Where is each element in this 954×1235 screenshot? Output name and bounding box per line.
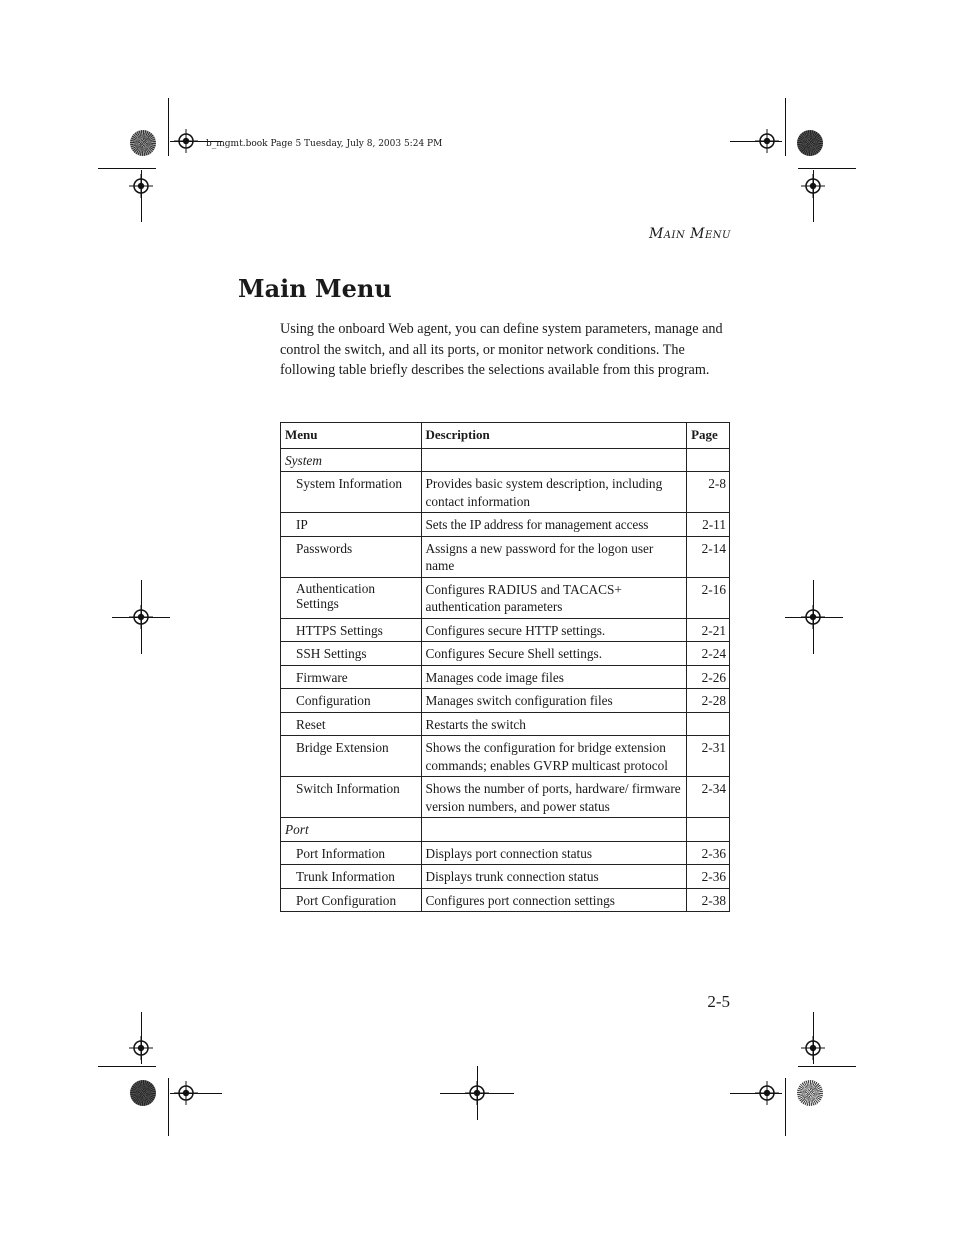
menu-cell: Trunk Information: [281, 865, 422, 889]
page-cell: 2-26: [687, 665, 730, 689]
description-cell: Displays trunk connection status: [421, 865, 687, 889]
description-cell: Shows the number of ports, hardware/ firmware version numbers, and power status: [421, 777, 687, 818]
column-header-menu: Menu: [281, 423, 422, 449]
page-cell: 2-16: [687, 577, 730, 618]
registration-rosette: [130, 1080, 156, 1106]
page-cell: 2-24: [687, 642, 730, 666]
section-label: System: [281, 448, 422, 472]
description-cell: Displays port connection status: [421, 841, 687, 865]
table-row: [281, 536, 730, 577]
menu-cell: Bridge Extension: [281, 736, 422, 777]
description-cell: Manages switch configuration files: [421, 689, 687, 713]
page-cell: 2-36: [687, 841, 730, 865]
registration-target: [129, 1036, 153, 1060]
registration-target: [801, 1036, 825, 1060]
section-label: Port: [281, 818, 422, 842]
description-cell: Configures Secure Shell settings.: [421, 642, 687, 666]
page-number: 2-5: [707, 992, 730, 1011]
column-header-description: Description: [421, 423, 687, 449]
description-cell: Sets the IP address for management access: [421, 513, 687, 537]
menu-cell: Port Information: [281, 841, 422, 865]
description-cell: Assigns a new password for the logon user name: [421, 536, 687, 577]
registration-target: [755, 1081, 779, 1105]
description-cell: [421, 448, 687, 472]
menu-cell: Authentication Settings: [281, 577, 422, 618]
page-cell: [687, 448, 730, 472]
page-cell: 2-31: [687, 736, 730, 777]
description-cell: Configures secure HTTP settings.: [421, 618, 687, 642]
registration-target: [801, 605, 825, 629]
registration-target: [174, 1081, 198, 1105]
registration-rosette: [130, 130, 156, 156]
description-cell: Shows the configuration for bridge extension commands; enables GVRP multicast protocol: [421, 736, 687, 777]
registration-target: [129, 174, 153, 198]
menu-cell: Firmware: [281, 665, 422, 689]
page-cell: 2-28: [687, 689, 730, 713]
running-head: Main Menu: [648, 226, 731, 242]
menu-cell: Switch Information: [281, 777, 422, 818]
table-row: [281, 577, 730, 618]
table-header-row: [281, 423, 730, 449]
table-row-section: [281, 448, 730, 472]
table-row: [281, 865, 730, 889]
page-cell: 2-36: [687, 865, 730, 889]
description-cell: Restarts the switch: [421, 712, 687, 736]
menu-cell: System Information: [281, 472, 422, 513]
page-cell: [687, 712, 730, 736]
page-cell: 2-21: [687, 618, 730, 642]
menu-cell: Reset: [281, 712, 422, 736]
page-cell: [687, 818, 730, 842]
page-cell: 2-38: [687, 888, 730, 912]
menu-cell: IP: [281, 513, 422, 537]
description-cell: Configures port connection settings: [421, 888, 687, 912]
page-cell: 2-11: [687, 513, 730, 537]
page-cell: 2-34: [687, 777, 730, 818]
print-slug: b_mgmt.book Page 5 Tuesday, July 8, 2003 5:24 PM: [206, 139, 443, 149]
table-row: [281, 841, 730, 865]
registration-target: [465, 1081, 489, 1105]
registration-rosette: [797, 1080, 823, 1106]
table-row: [281, 888, 730, 912]
registration-target: [755, 129, 779, 153]
table-row: [281, 513, 730, 537]
table-row: [281, 618, 730, 642]
table-row: [281, 665, 730, 689]
description-cell: Manages code image files: [421, 665, 687, 689]
table-row: [281, 712, 730, 736]
page-cell: 2-8: [687, 472, 730, 513]
menu-cell: Port Configuration: [281, 888, 422, 912]
table-row: [281, 736, 730, 777]
table-row: [281, 472, 730, 513]
description-cell: Provides basic system description, including contact information: [421, 472, 687, 513]
table-row: [281, 642, 730, 666]
column-header-page: Page: [687, 423, 730, 449]
registration-target: [174, 129, 198, 153]
table-row: [281, 689, 730, 713]
registration-target: [129, 605, 153, 629]
menu-cell: HTTPS Settings: [281, 618, 422, 642]
page-cell: 2-14: [687, 536, 730, 577]
menu-cell: SSH Settings: [281, 642, 422, 666]
description-cell: Configures RADIUS and TACACS+ authentication parameters: [421, 577, 687, 618]
menu-cell: Configuration: [281, 689, 422, 713]
menu-table: [280, 422, 730, 912]
intro-paragraph: Using the onboard Web agent, you can define system parameters, manage and control the switch, and all its ports, or monitor network conditions. The following table briefly describes the selections available from this program.: [280, 321, 723, 378]
description-cell: [421, 818, 687, 842]
page-title: Main Menu: [238, 274, 392, 303]
registration-target: [801, 174, 825, 198]
table-row: [281, 777, 730, 818]
table-row-section: [281, 818, 730, 842]
registration-rosette: [797, 130, 823, 156]
menu-cell: Passwords: [281, 536, 422, 577]
